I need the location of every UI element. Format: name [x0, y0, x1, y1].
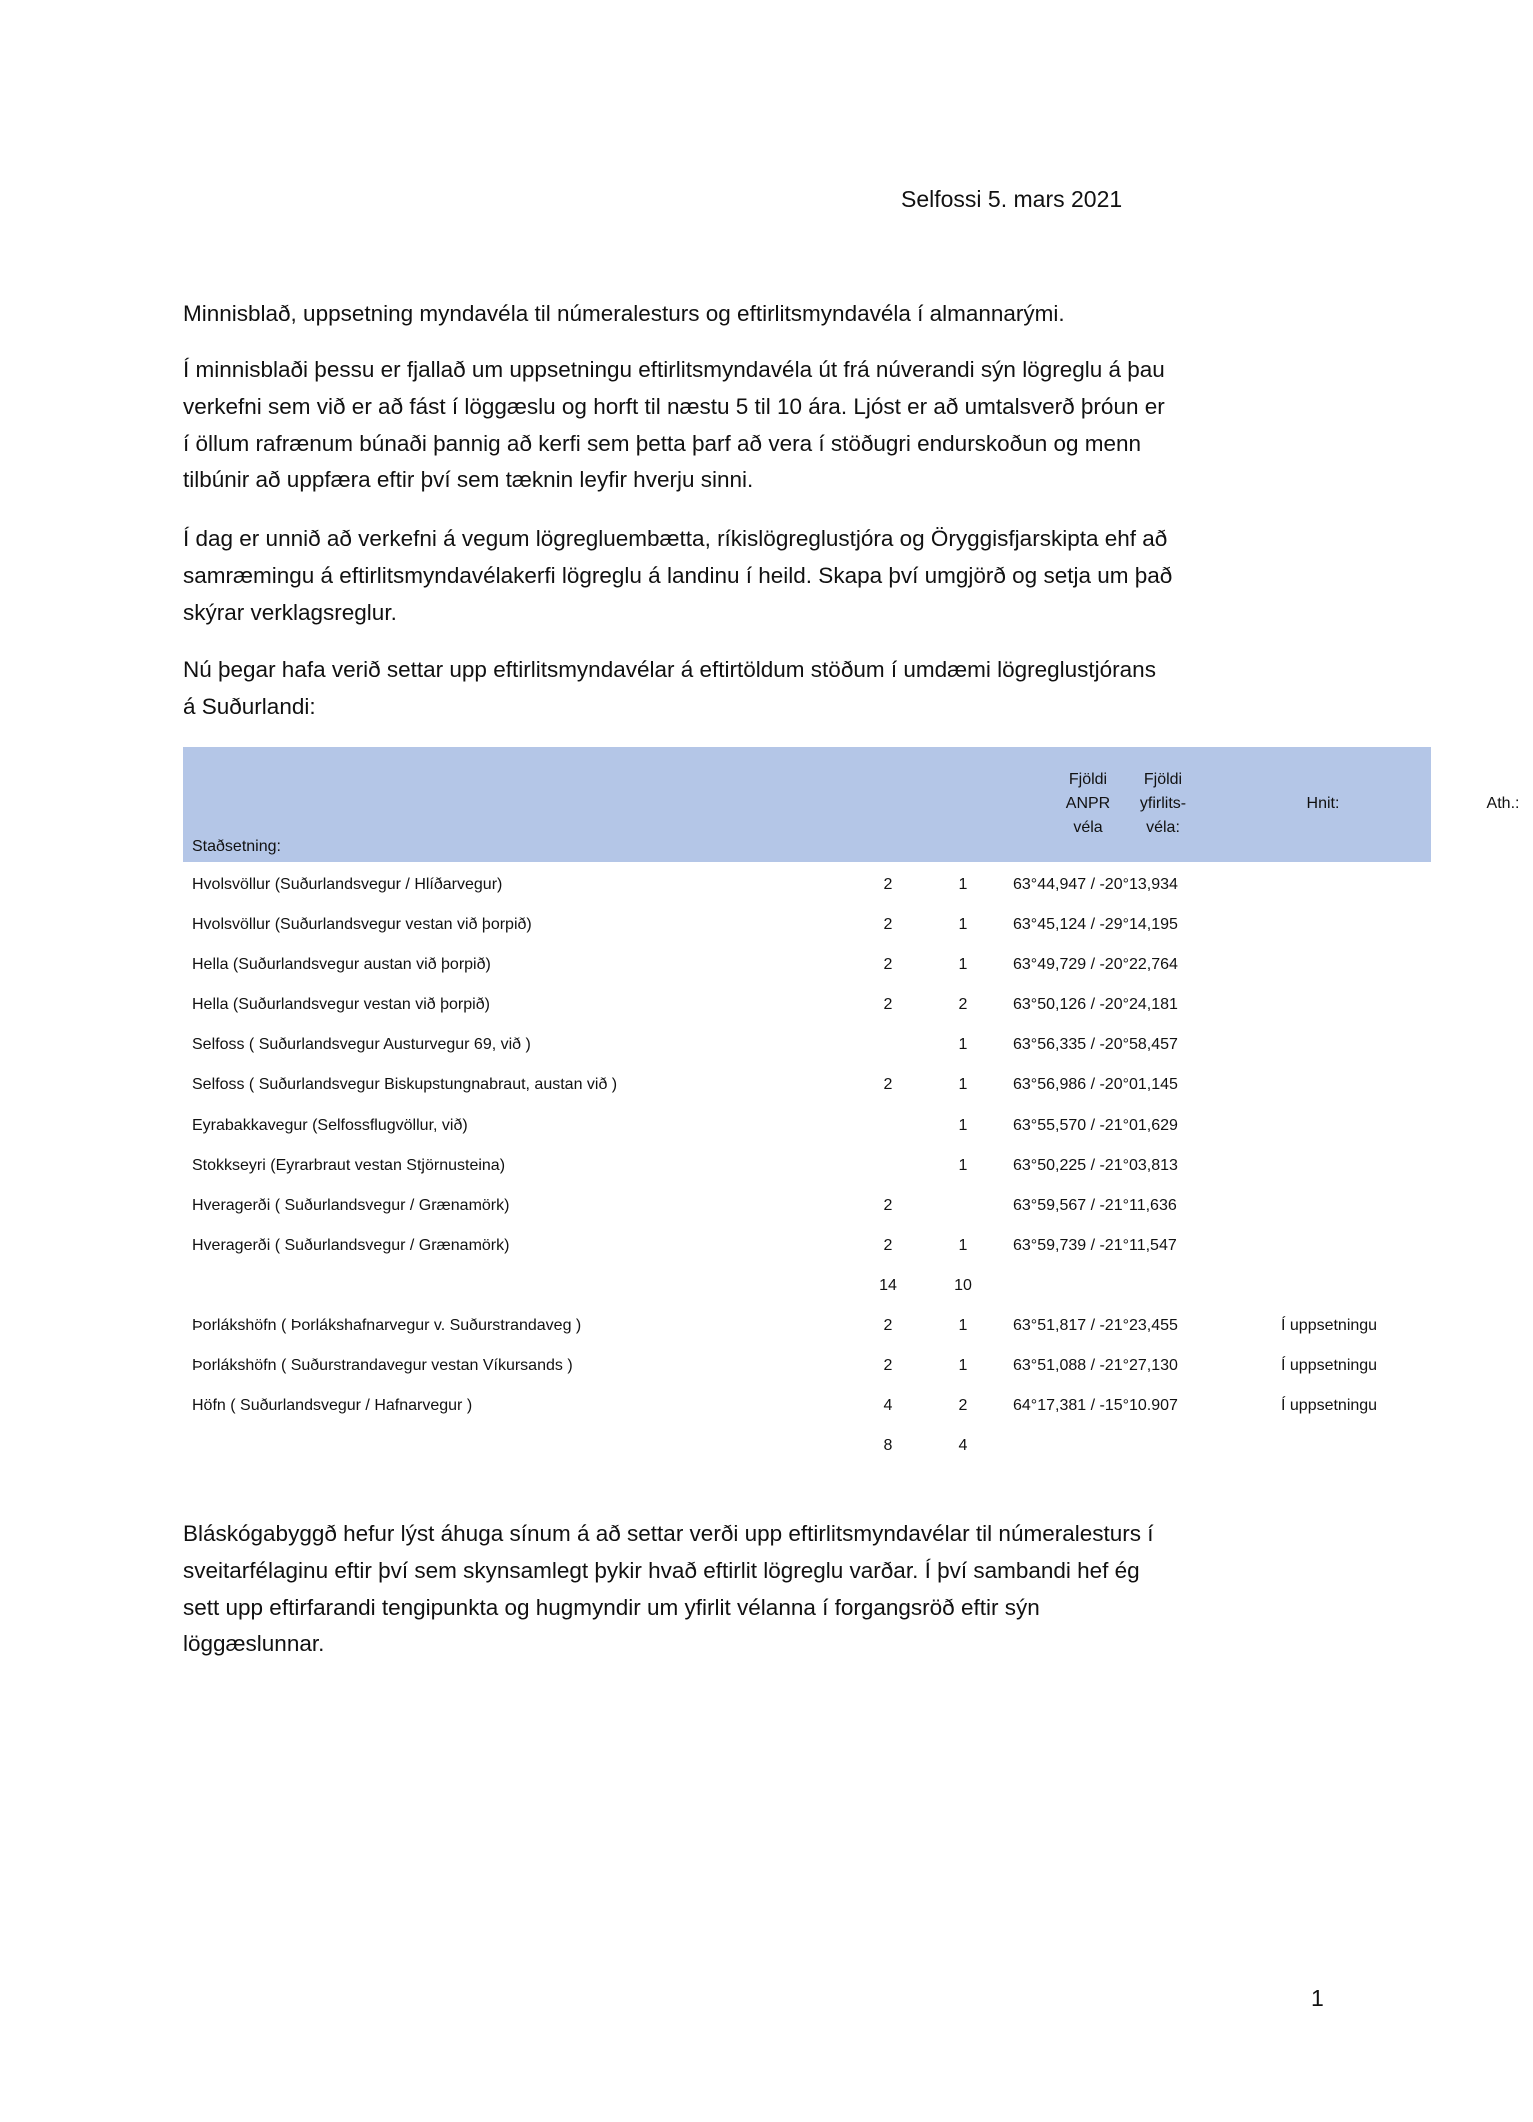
- coordinates-cell: 63°49,729 / -20°22,764: [1013, 956, 1178, 974]
- overview-count-cell: 1: [958, 1317, 968, 1335]
- header-line: Fjöldi: [1143, 771, 1183, 788]
- anpr-count-cell: 2: [883, 1317, 893, 1335]
- coordinates-cell: 63°55,570 / -21°01,629: [1013, 1116, 1178, 1134]
- table-body: [183, 862, 1431, 1467]
- location-cell: Hvolsvöllur (Suðurlandsvegur / Hlíðarvegur): [192, 876, 503, 893]
- page-number: 1: [1311, 1985, 1324, 2011]
- text-line: sveitarfélaginu eftir því sem skynsamlegt þykir hvað eftirlit lögreglu varðar. Í því sambandi hef ég: [183, 1557, 1140, 1583]
- location-cell: Höfn ( Suðurlandsvegur / Hafnarvegur ): [192, 1397, 473, 1415]
- coordinates-cell: 63°59,739 / -21°11,547: [1013, 1236, 1177, 1254]
- overview-count-cell: 2: [958, 1397, 968, 1415]
- table-row: [183, 866, 1431, 906]
- text-line: löggæslunnar.: [183, 1631, 325, 1657]
- table-row: [183, 1026, 1431, 1066]
- anpr-count-cell: 8: [883, 1437, 893, 1455]
- overview-count-cell: 2: [958, 996, 968, 1014]
- overview-count-cell: 1: [958, 1236, 968, 1254]
- table-row: [183, 906, 1431, 946]
- overview-count-cell: 1: [958, 1357, 968, 1375]
- anpr-count-cell: 2: [883, 876, 893, 893]
- anpr-count-cell: 2: [883, 1076, 893, 1094]
- coordinates-cell: 63°59,567 / -21°11,636: [1013, 1196, 1177, 1214]
- location-cell: Hella (Suðurlandsvegur austan við þorpið): [192, 956, 491, 974]
- coordinates-cell: 63°50,126 / -20°24,181: [1013, 996, 1178, 1014]
- overview-count-cell: 1: [958, 1036, 968, 1054]
- location-cell: Stokkseyri (Eyrarbraut vestan Stjörnusteina): [192, 1156, 506, 1174]
- text-line: Bláskógabyggð hefur lýst áhuga sínum á að settar verði upp eftirlitsmyndavélar til númeralesturs í: [183, 1521, 1154, 1546]
- table-row: [183, 946, 1431, 986]
- table-row: [183, 1107, 1431, 1147]
- anpr-count-cell: 14: [879, 1276, 897, 1294]
- location-cell: Hveragerði ( Suðurlandsvegur / Grænamörk): [192, 1236, 510, 1254]
- overview-count-cell: 1: [958, 916, 968, 934]
- paragraph-coordination: [183, 521, 1363, 631]
- header-overview-count: [1103, 768, 1223, 840]
- paragraph-locations-intro: [183, 652, 1363, 726]
- document-heading: [183, 296, 1363, 333]
- text-line: samræmingu á eftirlitsmyndavélakerfi lögreglu á landinu í heild. Skapa því umgjörð og setja um það: [183, 562, 1173, 588]
- table-row: [183, 986, 1431, 1026]
- text-line: skýrar verklagsreglur.: [183, 599, 397, 625]
- camera-locations-table: [183, 747, 1520, 1467]
- anpr-count-cell: 2: [883, 956, 893, 974]
- location-cell: Selfoss ( Suðurlandsvegur Austurvegur 69, við ): [192, 1036, 531, 1054]
- overview-count-cell: 1: [958, 1116, 968, 1134]
- overview-count-cell: 1: [958, 1156, 968, 1174]
- notes-cell: Í uppsetningu: [1281, 1317, 1378, 1335]
- overview-count-cell: 1: [958, 956, 968, 974]
- table-row: [183, 1347, 1431, 1387]
- table-row: [183, 1227, 1431, 1267]
- text-line: Í minnisblaði þessu er fjallað um uppsetningu eftirlitsmyndavéla út frá núverandi sýn lögreglu á þau: [183, 357, 1165, 382]
- header-location: Staðsetning:: [192, 838, 281, 855]
- paragraph-blaskogabyggd: [183, 1516, 1363, 1663]
- document-date: Selfossi 5. mars 2021: [901, 186, 1123, 212]
- anpr-count-cell: 2: [883, 1236, 893, 1254]
- text-line: tilbúnir að uppfæra eftir því sem tæknin leyfir hverju sinni.: [183, 467, 754, 493]
- table-row: [183, 1187, 1431, 1227]
- coordinates-cell: 63°56,335 / -20°58,457: [1013, 1036, 1178, 1054]
- table-row: [183, 1147, 1431, 1187]
- text-line: Í dag er unnið að verkefni á vegum lögregluembætta, ríkislögreglustjóra og Öryggisfjarskipta ehf að: [183, 526, 1168, 551]
- coordinates-cell: 63°51,088 / -21°27,130: [1013, 1357, 1178, 1375]
- text-line: sett upp eftirfarandi tengipunkta og hugmyndir um yfirlit vélanna í forgangsröð eftir sýn: [183, 1594, 1040, 1620]
- overview-count-cell: 10: [954, 1276, 972, 1294]
- location-cell: Selfoss ( Suðurlandsvegur Biskupstungnabraut, austan við ): [192, 1076, 618, 1094]
- coordinates-cell: 63°50,225 / -21°03,813: [1013, 1156, 1178, 1174]
- coordinates-cell: 63°56,986 / -20°01,145: [1013, 1076, 1178, 1094]
- notes-cell: Í uppsetningu: [1281, 1357, 1378, 1375]
- header-line: véla:: [1146, 819, 1180, 836]
- header-line: yfirlits-: [1139, 795, 1187, 812]
- coordinates-cell: 63°44,947 / -20°13,934: [1013, 876, 1178, 893]
- overview-count-cell: 4: [958, 1437, 968, 1455]
- coordinates-cell: 63°45,124 / -29°14,195: [1013, 916, 1178, 934]
- text-line: á Suðurlandi:: [183, 693, 316, 719]
- header-line: Fjöldi: [1068, 771, 1108, 788]
- header-coordinates: Hnit:: [1306, 795, 1340, 812]
- heading-text: Minnisblað, uppsetning myndavéla til númeralesturs og eftirlitsmyndavéla í almannarými.: [183, 301, 1065, 326]
- coordinates-cell: 63°51,817 / -21°23,455: [1013, 1317, 1178, 1335]
- header-line: véla: [1073, 819, 1103, 836]
- location-cell: Hveragerði ( Suðurlandsvegur / Grænamörk): [192, 1196, 510, 1214]
- location-cell: Þorlákshöfn ( Þorlákshafnarvegur v. Suðurstrandaveg ): [192, 1317, 582, 1335]
- paragraph-intro: [183, 352, 1363, 499]
- text-line: verkefni sem við er að fást í löggæslu og horft til næstu 5 til 10 ára. Ljóst er að umtalsverð þróun er: [183, 393, 1165, 419]
- header-line: ANPR: [1065, 795, 1111, 812]
- anpr-count-cell: 4: [883, 1397, 893, 1415]
- anpr-count-cell: 2: [883, 996, 893, 1014]
- table-row: [183, 1066, 1431, 1106]
- table-header: [183, 747, 1520, 862]
- location-cell: Hvolsvöllur (Suðurlandsvegur vestan við þorpið): [192, 916, 532, 934]
- overview-count-cell: 1: [958, 1076, 968, 1094]
- table-row: [183, 1307, 1431, 1347]
- header-notes: Ath.:: [1486, 795, 1520, 812]
- anpr-count-cell: 2: [883, 1357, 893, 1375]
- location-cell: Hella (Suðurlandsvegur vestan við þorpið): [192, 996, 490, 1014]
- anpr-count-cell: 2: [883, 1196, 893, 1214]
- location-cell: Eyrabakkavegur (Selfossflugvöllur, við): [192, 1116, 468, 1134]
- text-line: Nú þegar hafa verið settar upp eftirlitsmyndavélar á eftirtöldum stöðum í umdæmi lögreglustjórans: [183, 657, 1156, 682]
- notes-cell: Í uppsetningu: [1281, 1397, 1378, 1415]
- table-row: [183, 1387, 1431, 1427]
- text-line: í öllum rafrænum búnaði þannig að kerfi sem þetta þarf að vera í stöðugri endurskoðun og menn: [183, 430, 1142, 456]
- location-cell: Þorlákshöfn ( Suðurstrandavegur vestan Víkursands ): [192, 1357, 573, 1375]
- table-total-row: [183, 1267, 1431, 1307]
- anpr-count-cell: 2: [883, 916, 893, 934]
- overview-count-cell: 1: [958, 876, 968, 893]
- coordinates-cell: 64°17,381 / -15°10.907: [1013, 1397, 1178, 1415]
- table-total-row: [183, 1427, 1431, 1467]
